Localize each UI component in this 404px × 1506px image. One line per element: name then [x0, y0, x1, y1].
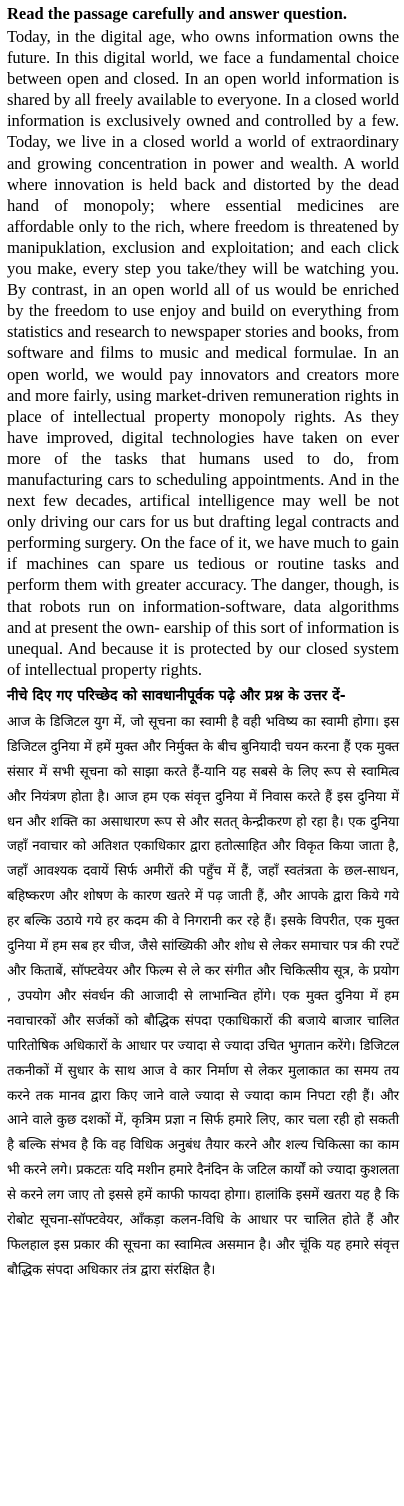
hindi-passage: आज के डिजिटल युग में, जो सूचना का स्वामी है वही भविष्य का स्वामी होगा। इस डिजिटल दुनिया में हमें मुक्त और निर्मुक्त के बीच बुनियादी चयन करना हैं एक मुक्त संसार में सभी सूचना को साझा करते हैं-यानि यह सबसे के लिए रूप से स्वामित्व और नियंत्रण होता है। आज हम एक संवृत्त दुनिया में निवास करते हैं इस दुनिया में धन और शक्ति का असाधारण रूप से और सतत् केन्द्रीकरण हो रहा है। एक दुनिया जहाँ नवाचार को अतिशत एकाधिकार द्वारा हतोत्साहित और विकृत किया जाता है, जहाँ आवश्यक दवायें सिर्फ अमीरों की पहुँच में हैं, जहाँ स्वतंत्रता के छल-साधन, बहिष्करण और शोषण के कारण खतरे में पढ़ जाती हैं, और आपके द्वारा किये गये हर बल्कि उठाये गये हर कदम की वे निगरानी कर रहे हैं। इसके विपरीत, एक मुक्त दुनिया में हम सब हर चीज, जैसे सांख्यिकी और शोध से लेकर समाचार पत्र की रपटें और किताबें, सॉफ्टवेयर और फिल्म से ले कर संगीत और चिकित्सीय सूत्र, के प्रयोग , उपयोग और संवर्धन की आजादी से लाभान्वित होंगे। एक मुक्त दुनिया में हम नवाचारकों और सर्जकों को बौद्धिक संपदा एकाधिकारों की बजाये बाजार चालित पारितोषिक अधिकारों के आधार पर ज्यादा से ज्यादा उचित भुगतान करेंगे। डिजिटल तकनीकों में सुधार के साथ आज वे कार निर्माण से लेकर मुलाकात का समय तय करने तक मानव द्वारा किए जाने वाले ज्यादा से ज्यादा काम निपटा रही हैं। और आने वाले कुछ दशकों में, कृत्रिम प्रज्ञा न सिर्फ हमारे लिए, कार चला रही हो सकती है बल्कि संभव है कि वह विधिक अनुबंध तैयार करने और शल्य चिकित्सा का काम भी करने लगे। प्रकटतः यदि मशीन हमारे दैनंदिन के जटिल कार्यों को ज्यादा कुशलता से करने लग जाए तो इससे हमें काफी फायदा होगा। हालांकि इसमें खतरा यह है कि रोबोट सूचना-सॉफ्टवेयर, आँकड़ा कलन-विधि के आधार पर चालित होते हैं और फिलहाल इस प्रकार की सूचना का स्वामित्व असमान है। और चूंकि यह हमारे संवृत्त बौद्धिक संपदा अधिकार तंत्र द्वारा संरक्षित है।	[7, 714, 399, 1278]
english-passage: Today, in the digital age, who owns information owns the future. In this digital world, we face a fundamental choice between open and closed. In an open world information is shared by all freely available to everyone. In a closed world information is exclusively owned and controlled by a few. Today, we live in a closed world a world of extraordinary and growing concentration in power and wealth. A world where innovation is held back and distorted by the dead hand of monopoly; where essential medicines are affordable only to the rich, where freedom is threatened by manipuklation, exclusion and exploitation; and each click you make, every step you take/they will be watching you. By contrast, in an open world all of us would be enriched by the freedom to use enjoy and build on everything from statistics and research to newspaper stories and books, from software and films to music and medical formulae. In an open world, we would pay innovators and creators more and more fairly, using market-driven remuneration rights in place of intellectual property monopoly rights. As they have improved, digital technologies have taken on ever more of the tasks that humans used to do, from manufacturing cars to scheduling appointments. And in the next few decades, artifical intelligence may well be not only driving our cars for us but drafting legal contracts and performing surgery. On the face of it, we have much to gain if machines can spare us tedious or routine tasks and perform them with greater accuracy. The danger, though, is that robots run on information-software, data algorithms and at present the own- earship of this sort of information is unequal. And because it is protected by our closed system of intellectual property rights.	[7, 27, 399, 679]
english-instruction-heading: Read the passage carefully and answer question.	[7, 4, 347, 23]
hindi-instruction-heading: नीचे दिए गए परिच्छेद को सावधानीपूर्वक पढ़े और प्रश्न के उत्तर दें-	[7, 687, 346, 704]
